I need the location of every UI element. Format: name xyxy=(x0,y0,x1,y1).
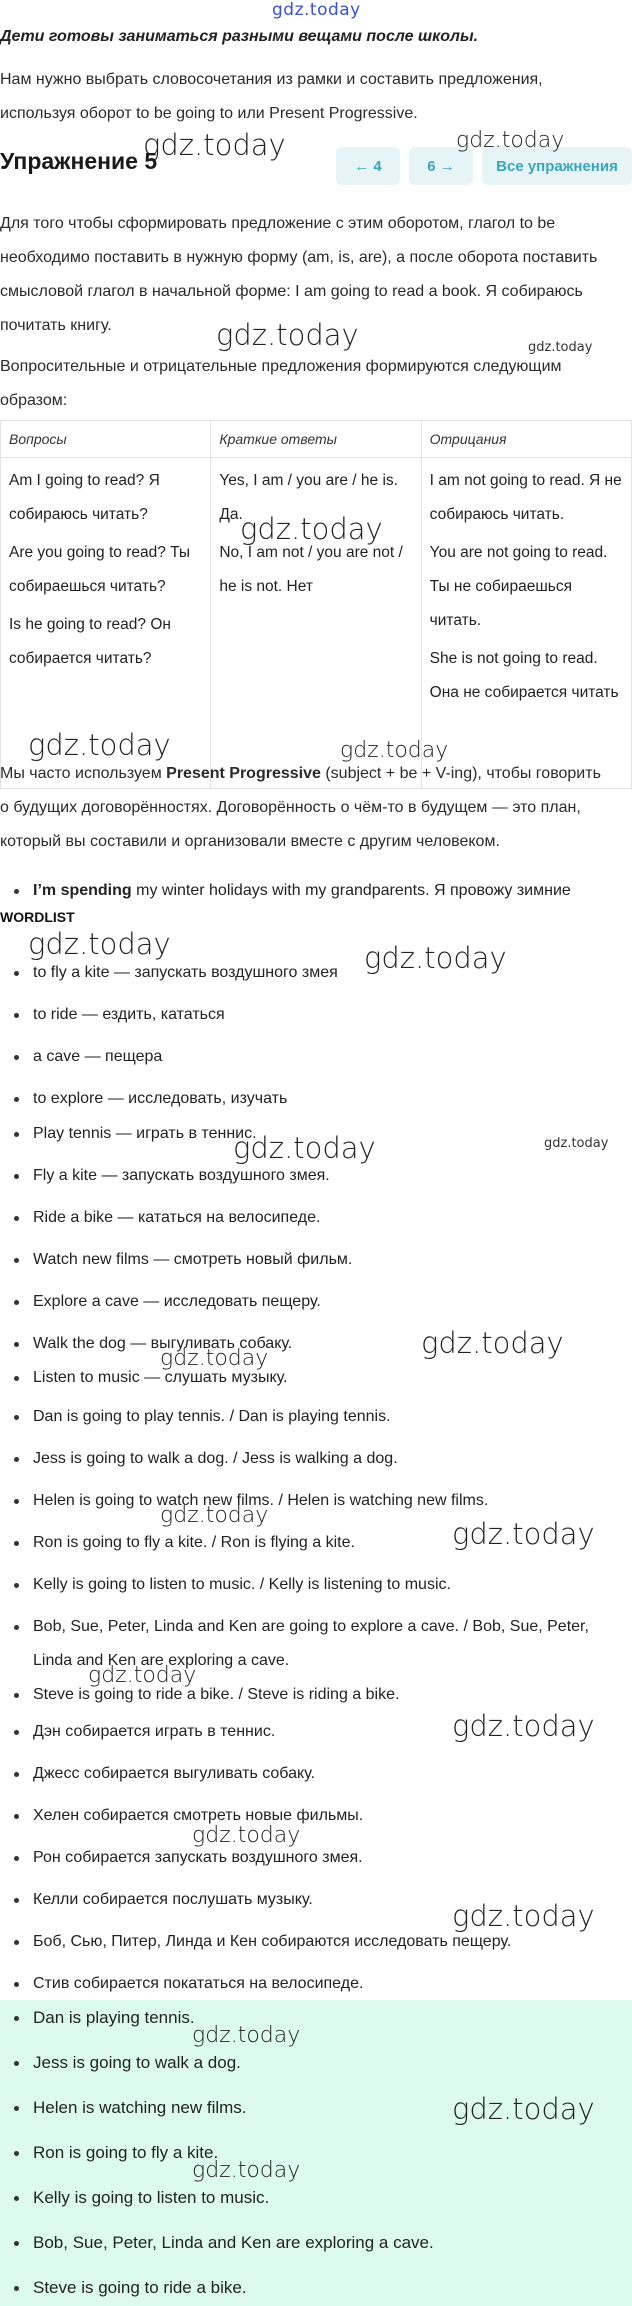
list-item: Explore a cave — исследовать пещеру. xyxy=(0,1285,620,1319)
table-text: She is not going to read. Она не собирается читать xyxy=(429,650,619,701)
intro-heading: Дети готовы заниматься разными вещами после школы. xyxy=(0,28,479,45)
list-item: Стив собирается покататься на велосипеде. xyxy=(0,1967,620,2001)
list-item: Jess is going to walk a dog. / Jess is walking a dog. xyxy=(0,1442,620,1476)
table-header-row xyxy=(1,421,632,458)
watermark: gdz.today xyxy=(240,512,383,546)
watermark: gdz.today xyxy=(216,318,359,352)
all-exercises-button[interactable]: Все упражнения xyxy=(482,147,632,185)
example-bold: I’m spending xyxy=(33,882,132,899)
list-item: Jess is going to walk a dog. xyxy=(0,2046,620,2080)
example-list xyxy=(0,874,620,908)
wordlist-title: WORDLIST xyxy=(0,909,75,925)
theory-paragraph-2: Вопросительные и отрицательные предложения формируются следующим образом: xyxy=(0,358,562,409)
list-item: Боб, Сью, Питер, Линда и Кен собираются исследовать пещеру. xyxy=(0,1925,620,1959)
list-item: Рон собирается запускать воздушного змея. xyxy=(0,1841,620,1875)
list-item: Steve is going to ride a bike. / Steve is riding a bike. xyxy=(0,1678,620,1712)
pp-term: Present Progressive xyxy=(166,765,321,782)
watermark: gdz.today xyxy=(452,1709,595,1743)
watermark: gdz.today xyxy=(88,1663,197,1688)
watermark: gdz.today xyxy=(340,738,449,763)
list-item: Helen is going to watch new films. / Helen is watching new films. xyxy=(0,1484,620,1518)
watermark: gdz.today xyxy=(528,340,593,355)
list-item: Bob, Sue, Peter, Linda and Ken are exploring a cave. xyxy=(0,2226,620,2260)
present-progressive-paragraph xyxy=(0,757,610,859)
list-item: Bob, Sue, Peter, Linda and Ken are going to explore a cave. / Bob, Sue, Peter, Linda and Ken are exploring a cave. xyxy=(0,1610,620,1678)
table-header-negatives: Отрицания xyxy=(421,421,631,458)
table-text: Is he going to read? Он собирается читать? xyxy=(9,616,171,667)
list-item: to explore — исследовать, изучать xyxy=(0,1082,620,1116)
table-text: Am I going to read? Я собираюсь читать? xyxy=(9,472,160,523)
exercise-title: Упражнение 5 xyxy=(0,148,158,174)
watermark: gdz.today xyxy=(160,1503,269,1528)
watermark: gdz.today xyxy=(192,2158,301,2183)
table-text: You are not going to read. Ты не собираешься читать. xyxy=(429,544,608,629)
list-item: to fly a kite — запускать воздушного змея xyxy=(0,956,620,990)
wordlist xyxy=(0,956,620,1124)
list-item: Келли собирается послушать музыку. xyxy=(0,1883,620,1917)
list-item: to ride — ездить, кататься xyxy=(0,998,620,1032)
watermark: gdz.today xyxy=(192,2023,301,2048)
watermark: gdz.today xyxy=(233,1131,376,1165)
table-header-short-answers: Краткие ответы xyxy=(211,421,421,458)
watermark: gdz.today xyxy=(160,1346,269,1371)
list-item: Steve is going to ride a bike. xyxy=(0,2271,620,2305)
list-item: Джесс собирается выгуливать собаку. xyxy=(0,1757,620,1791)
next-exercise-button[interactable]: 6 → xyxy=(409,147,473,185)
watermark: gdz.today xyxy=(364,941,507,975)
list-item: Play tennis — играть в теннис. xyxy=(0,1117,620,1151)
table-text: I am not going to read. Я не собираюсь читать. xyxy=(429,472,622,523)
watermark: gdz.today xyxy=(452,1517,595,1551)
watermark: gdz.today xyxy=(192,1823,301,1848)
list-item: Listen to music — слушать музыку. xyxy=(0,1361,620,1395)
table-text: No, I am not / you are not / he is not. Нет xyxy=(219,544,403,595)
list-item xyxy=(0,874,620,908)
list-item: Дэн собирается играть в теннис. xyxy=(0,1715,620,1749)
list-item: Ride a bike — кататься на велосипеде. xyxy=(0,1201,620,1235)
list-item: a cave — пещера xyxy=(0,1040,620,1074)
example-rest: my winter holidays with my grandparents. Я провожу зимние xyxy=(131,882,571,899)
table-text: Yes, I am / you are / he is. Да. xyxy=(219,472,398,523)
watermark: gdz.today xyxy=(456,128,565,153)
list-item: Fly a kite — запускать воздушного змея. xyxy=(0,1159,620,1193)
theory-paragraph: Для того чтобы сформировать предложение с этим оборотом, глагол to be необходимо поставить в нужную форму (am, is, are), а после оборота поставить смысловой глагол в начальной форме: I am going to read a book. Я собираюсь почитать книгу. xyxy=(0,215,598,334)
watermark: gdz.today xyxy=(452,2092,595,2126)
list-item: Kelly is going to listen to music. xyxy=(0,2181,620,2215)
intro-text: Нам нужно выбрать словосочетания из рамки и составить предложения, используя оборот to be going to или Present Progressive. xyxy=(0,71,543,122)
answer-list xyxy=(0,2001,620,2305)
pp-text-before: Мы часто используем xyxy=(0,765,167,782)
watermark: gdz.today xyxy=(452,1899,595,1933)
prev-exercise-button[interactable]: ← 4 xyxy=(336,147,400,185)
table-text: Are you going to read? Ты собираешься читать? xyxy=(9,544,191,595)
list-item: Dan is playing tennis. xyxy=(0,2001,620,2035)
watermark: gdz.today xyxy=(28,927,171,961)
list-item: Ron is going to fly a kite. xyxy=(0,2136,620,2170)
pp-text-after: (subject + be + V-ing), чтобы говорить о будущих договорённостях. Договорённость о чём-то в будущем — это план, который вы составили и организовали вместе с другим человеком. xyxy=(0,765,601,850)
list-item: Ron is going to fly a kite. / Ron is flying a kite. xyxy=(0,1526,620,1560)
watermark: gdz.today xyxy=(544,1136,609,1151)
list-item: Kelly is going to listen to music. / Kelly is listening to music. xyxy=(0,1568,620,1602)
table-header-questions: Вопросы xyxy=(1,421,211,458)
watermark: gdz.today xyxy=(28,728,171,762)
translation-list xyxy=(0,1715,620,2009)
site-logo[interactable]: gdz.today xyxy=(272,0,361,20)
watermark: gdz.today xyxy=(143,128,286,162)
list-item: Walk the dog — выгуливать собаку. xyxy=(0,1327,620,1361)
list-item: Хелен собирается смотреть новые фильмы. xyxy=(0,1799,620,1833)
watermark: gdz.today xyxy=(421,1326,564,1360)
list-item: Helen is watching new films. xyxy=(0,2091,620,2125)
list-item: Dan is going to play tennis. / Dan is playing tennis. xyxy=(0,1400,620,1434)
list-item: Watch new films — смотреть новый фильм. xyxy=(0,1243,620,1277)
table-cell-negatives xyxy=(421,458,631,789)
